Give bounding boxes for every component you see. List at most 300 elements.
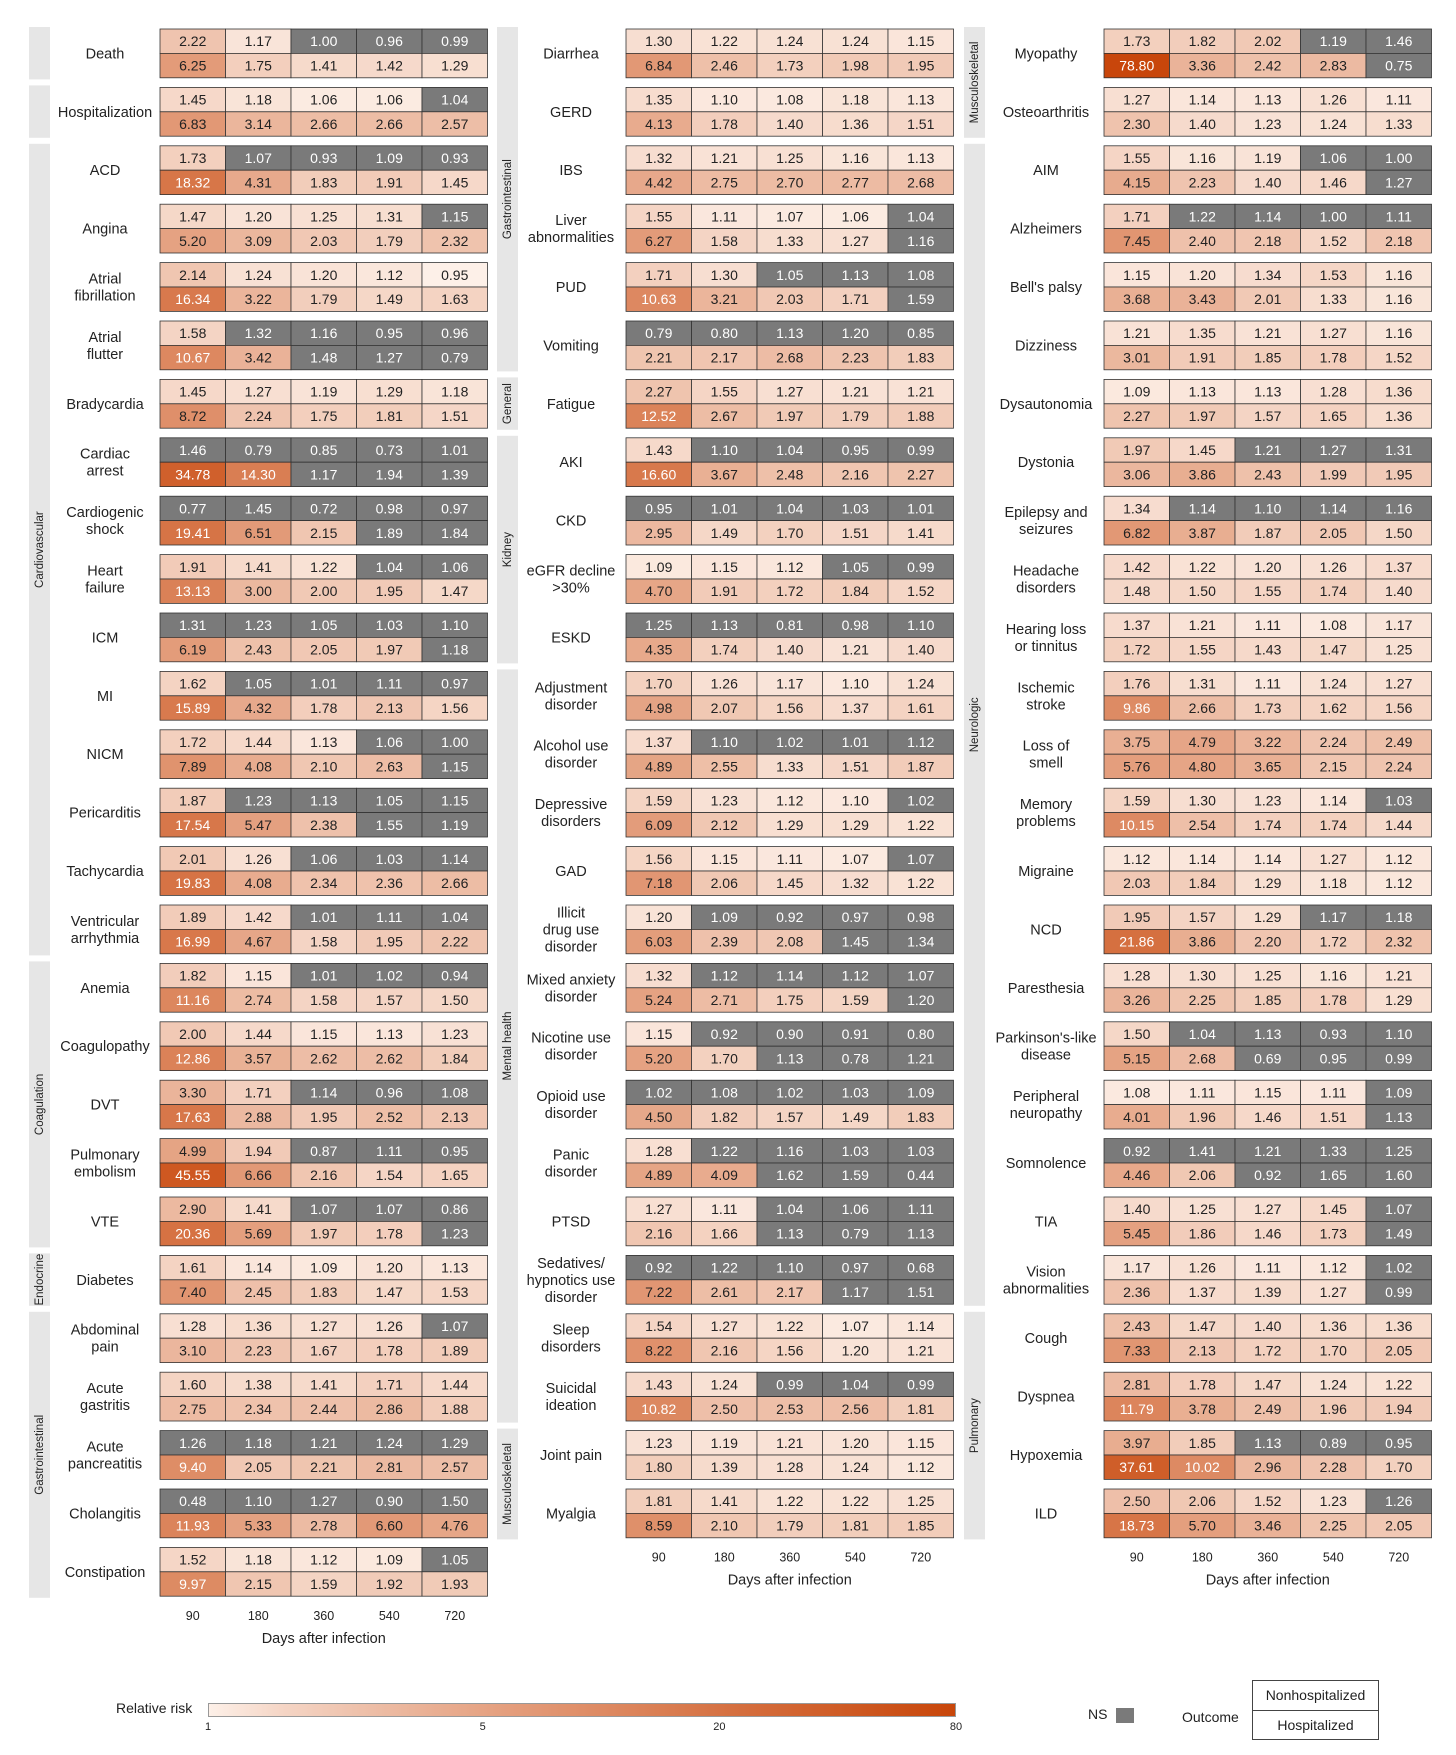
- cell-value: 1.05: [841, 558, 869, 575]
- cell-value: 1.04: [776, 1201, 804, 1218]
- cell-value: 2.88: [244, 1108, 272, 1125]
- cell-value: 3.43: [1188, 291, 1216, 308]
- cell-value: 1.47: [441, 583, 469, 600]
- cell-value: 1.10: [710, 91, 738, 108]
- cell-value: 3.09: [244, 232, 272, 249]
- cell-value: 12.52: [641, 408, 677, 424]
- cell-value: 2.90: [179, 1201, 207, 1218]
- cell-value: 1.18: [244, 1551, 272, 1568]
- cell-value: 21.86: [1119, 933, 1155, 950]
- cell-value: 1.78: [710, 116, 738, 132]
- cell-value: 1.40: [1385, 583, 1413, 600]
- cell-value: 3.22: [244, 291, 272, 308]
- cell-value: 1.04: [776, 500, 804, 517]
- cell-value: 1.39: [710, 1459, 738, 1476]
- cell-value: 4.31: [244, 174, 272, 191]
- cell-value: 0.93: [310, 150, 338, 166]
- cell-value: 0.95: [841, 442, 869, 458]
- cell-value: 0.99: [907, 442, 935, 458]
- cell-value: 2.01: [179, 850, 207, 867]
- cell-value: 1.51: [907, 1284, 935, 1300]
- cell-value: 0.91: [841, 1026, 869, 1042]
- cell-value: 1.22: [776, 1493, 804, 1510]
- cell-value: 0.94: [441, 967, 469, 984]
- cell-value: 1.17: [1385, 617, 1413, 634]
- cell-value: 1.70: [710, 1050, 738, 1067]
- row-label: NICM: [86, 747, 124, 764]
- cell-value: 1.56: [1385, 700, 1413, 716]
- cell-value: 1.20: [375, 1259, 403, 1276]
- row-label: Opioid use disorder: [536, 1089, 606, 1123]
- cell-value: 1.14: [1319, 792, 1347, 809]
- x-tick-label: 90: [185, 1608, 200, 1623]
- cell-value: 1.06: [375, 734, 403, 750]
- cell-value: 1.72: [776, 583, 804, 600]
- row-label: Diarrhea: [543, 46, 599, 63]
- cell-value: 0.95: [441, 1142, 469, 1159]
- cell-value: 1.73: [1319, 1225, 1347, 1242]
- cell-value: 1.29: [441, 1434, 469, 1451]
- cell-value: 1.09: [645, 558, 673, 575]
- cell-value: 1.42: [1123, 558, 1151, 575]
- cell-value: 1.25: [1254, 967, 1282, 984]
- cell-value: 4.09: [710, 1167, 738, 1184]
- cell-value: 2.18: [1385, 232, 1413, 249]
- cell-value: 0.85: [310, 442, 338, 458]
- cell-value: 2.05: [1319, 524, 1347, 541]
- cell-value: 2.16: [645, 1225, 673, 1242]
- cell-value: 2.68: [1188, 1050, 1216, 1067]
- cell-value: 1.78: [1188, 1376, 1216, 1393]
- cell-value: 1.05: [776, 266, 804, 283]
- cell-value: 1.28: [1123, 967, 1151, 984]
- cell-value: 0.96: [375, 1084, 403, 1101]
- cell-value: 10.02: [1184, 1459, 1220, 1476]
- cell-value: 1.48: [1123, 583, 1151, 600]
- cell-value: 1.08: [1123, 1084, 1151, 1101]
- row-label: Anemia: [80, 980, 130, 997]
- cell-value: 1.71: [375, 1376, 403, 1393]
- group-label: Musculoskeletal: [969, 41, 981, 124]
- cell-value: 1.26: [179, 1434, 207, 1451]
- cell-value: 1.84: [841, 583, 869, 600]
- cell-value: 0.78: [841, 1050, 869, 1067]
- cell-value: 2.13: [441, 1108, 469, 1125]
- cell-value: 1.41: [244, 558, 272, 575]
- cell-value: 2.68: [907, 174, 935, 191]
- cell-value: 1.24: [1319, 1376, 1347, 1393]
- cell-value: 1.51: [841, 524, 869, 541]
- cell-value: 1.32: [841, 875, 869, 892]
- cell-value: 2.45: [244, 1284, 272, 1300]
- cell-value: 1.03: [841, 1142, 869, 1159]
- cell-value: 1.17: [776, 675, 804, 692]
- cell-value: 1.28: [179, 1318, 207, 1334]
- cell-value: 1.95: [1123, 909, 1151, 926]
- cell-value: 1.09: [375, 150, 403, 166]
- cell-value: 1.91: [179, 558, 207, 575]
- x-tick-label: 180: [713, 1550, 735, 1565]
- relative-risk-colorbar: [208, 1703, 956, 1717]
- cell-value: 1.10: [244, 1493, 272, 1510]
- cell-value: 1.01: [907, 500, 935, 517]
- x-tick-label: 720: [1388, 1550, 1410, 1565]
- cell-value: 1.37: [1123, 617, 1151, 634]
- cell-value: 1.09: [907, 1084, 935, 1101]
- cell-value: 0.85: [907, 325, 935, 342]
- cell-value: 37.61: [1119, 1459, 1155, 1476]
- cell-value: 1.26: [710, 675, 738, 692]
- cell-value: 1.08: [776, 91, 804, 108]
- group-label: Coagulation: [34, 1073, 46, 1136]
- cell-value: 1.22: [310, 558, 338, 575]
- cell-value: 8.59: [645, 1517, 673, 1534]
- cell-value: 1.40: [1254, 174, 1282, 191]
- cell-value: 1.67: [310, 1342, 338, 1359]
- cell-value: 1.44: [244, 734, 272, 750]
- cell-value: 1.91: [375, 174, 403, 191]
- cell-value: 1.51: [841, 758, 869, 775]
- cell-value: 2.83: [1319, 57, 1347, 74]
- outcome-key: [1252, 1680, 1379, 1740]
- cell-value: 1.20: [244, 208, 272, 225]
- cell-value: 1.46: [1385, 33, 1413, 50]
- cell-value: 1.21: [841, 641, 869, 658]
- cell-value: 1.30: [645, 33, 673, 50]
- cell-value: 1.40: [776, 641, 804, 658]
- row-label: Pericarditis: [69, 805, 141, 822]
- cell-value: 5.70: [1188, 1517, 1216, 1534]
- cell-value: 2.05: [244, 1459, 272, 1476]
- cell-value: 2.23: [1188, 174, 1216, 191]
- row-label: Depressive disorders: [534, 797, 608, 831]
- cell-value: 1.48: [310, 349, 338, 366]
- cell-value: 2.49: [1254, 1400, 1282, 1417]
- cell-value: 1.08: [1319, 617, 1347, 634]
- cell-value: 2.15: [1319, 758, 1347, 775]
- cell-value: 1.12: [776, 792, 804, 809]
- cell-value: 13.13: [175, 583, 211, 600]
- cell-value: 4.89: [645, 1167, 673, 1184]
- cell-value: 1.56: [645, 850, 673, 867]
- row-label: ILD: [1034, 1506, 1058, 1523]
- cell-value: 1.44: [244, 1026, 272, 1042]
- cell-value: 1.71: [1123, 208, 1151, 225]
- cell-value: 2.56: [841, 1400, 869, 1417]
- cell-value: 1.09: [1385, 1084, 1413, 1101]
- cell-value: 1.47: [375, 1284, 403, 1300]
- cell-value: 1.33: [776, 758, 804, 775]
- group-bar: [29, 27, 50, 79]
- cell-value: 1.12: [310, 1551, 338, 1568]
- cell-value: 1.21: [310, 1434, 338, 1451]
- x-tick-label: 540: [1322, 1550, 1344, 1565]
- cell-value: 1.10: [841, 792, 869, 809]
- cell-value: 2.81: [1123, 1376, 1151, 1393]
- cell-value: 1.21: [776, 1434, 804, 1451]
- cell-value: 1.55: [1254, 583, 1282, 600]
- row-label: Epilepsy and seizures: [1004, 505, 1088, 539]
- cell-value: 0.99: [907, 558, 935, 575]
- cell-value: 1.04: [1188, 1026, 1216, 1042]
- cell-value: 1.92: [375, 1576, 403, 1592]
- cell-value: 1.27: [375, 349, 403, 366]
- cell-value: 1.11: [1320, 1084, 1347, 1101]
- cell-value: 34.78: [175, 466, 211, 483]
- legend-tick: 5: [479, 1721, 486, 1733]
- cell-value: 1.21: [1188, 617, 1216, 634]
- cell-value: 1.12: [1123, 850, 1151, 867]
- row-label: AKI: [559, 455, 583, 472]
- row-label: MI: [96, 688, 114, 705]
- row-label: Mixed anxiety disorder: [526, 972, 616, 1006]
- cell-value: 3.46: [1254, 1517, 1282, 1534]
- cell-value: 1.95: [1385, 466, 1413, 483]
- cell-value: 7.45: [1123, 232, 1151, 249]
- cell-value: 2.48: [776, 466, 804, 483]
- row-label: Cardiogenic shock: [66, 505, 144, 539]
- cell-value: 2.63: [375, 758, 403, 775]
- cell-value: 16.34: [175, 291, 211, 308]
- cell-value: 1.12: [1385, 850, 1413, 867]
- row-label: Loss of smell: [1022, 738, 1070, 772]
- cell-value: 1.46: [179, 442, 207, 458]
- cell-value: 3.10: [179, 1342, 207, 1359]
- cell-value: 4.32: [244, 700, 272, 716]
- x-tick-label: 360: [1257, 1550, 1279, 1565]
- row-label: Hospitalization: [57, 104, 153, 121]
- cell-value: 1.23: [244, 792, 272, 809]
- cell-value: 0.77: [179, 500, 207, 517]
- cell-value: 1.32: [645, 967, 673, 984]
- cell-value: 1.12: [1385, 875, 1413, 892]
- cell-value: 1.45: [179, 383, 207, 400]
- cell-value: 1.10: [1385, 1026, 1413, 1042]
- cell-value: 1.17: [1319, 909, 1347, 926]
- cell-value: 1.47: [1319, 641, 1347, 658]
- cell-value: 2.06: [710, 875, 738, 892]
- cell-value: 1.57: [776, 1108, 804, 1125]
- row-label: IBS: [559, 163, 583, 180]
- cell-value: 1.40: [776, 116, 804, 132]
- cell-value: 1.11: [1385, 91, 1412, 108]
- cell-value: 0.97: [441, 675, 469, 692]
- cell-value: 0.92: [1254, 1167, 1282, 1184]
- cell-value: 1.19: [441, 816, 469, 833]
- cell-value: 0.44: [907, 1167, 935, 1184]
- cell-value: 0.95: [645, 500, 673, 517]
- cell-value: 1.34: [1254, 266, 1282, 283]
- cell-value: 1.87: [907, 758, 935, 775]
- cell-value: 1.33: [1319, 1142, 1347, 1159]
- cell-value: 1.73: [1254, 700, 1282, 716]
- cell-value: 2.32: [441, 232, 469, 249]
- cell-value: 2.23: [841, 349, 869, 366]
- cell-value: 9.97: [179, 1576, 207, 1592]
- cell-value: 0.75: [1385, 57, 1413, 74]
- cell-value: 5.15: [1123, 1050, 1151, 1067]
- cell-value: 7.22: [645, 1284, 673, 1300]
- cell-value: 3.97: [1123, 1434, 1151, 1451]
- cell-value: 1.22: [1385, 1376, 1413, 1393]
- cell-value: 2.71: [710, 992, 738, 1008]
- cell-value: 1.75: [310, 408, 338, 424]
- cell-value: 3.21: [710, 291, 738, 308]
- cell-value: 1.85: [1254, 349, 1282, 366]
- cell-value: 1.08: [907, 266, 935, 283]
- cell-value: 2.10: [710, 1517, 738, 1534]
- cell-value: 1.81: [375, 408, 403, 424]
- cell-value: 2.50: [710, 1400, 738, 1417]
- cell-value: 1.12: [841, 967, 869, 984]
- cell-value: 6.51: [244, 524, 272, 541]
- cell-value: 1.02: [907, 792, 935, 809]
- cell-value: 1.40: [907, 641, 935, 658]
- cell-value: 1.59: [310, 1576, 338, 1592]
- cell-value: 1.81: [645, 1493, 673, 1510]
- cell-value: 2.00: [310, 583, 338, 600]
- cell-value: 1.13: [1254, 1434, 1282, 1451]
- cell-value: 1.45: [1319, 1201, 1347, 1218]
- cell-value: 1.18: [1385, 909, 1413, 926]
- cell-value: 10.15: [1119, 816, 1155, 833]
- row-label: Dysautonomia: [999, 396, 1093, 413]
- cell-value: 1.15: [710, 850, 738, 867]
- cell-value: 1.11: [1254, 1259, 1281, 1276]
- cell-value: 6.03: [645, 933, 673, 950]
- cell-value: 0.99: [1385, 1284, 1413, 1300]
- cell-value: 1.89: [179, 909, 207, 926]
- cell-value: 1.74: [1319, 816, 1347, 833]
- cell-value: 1.42: [375, 57, 403, 74]
- cell-value: 1.57: [1254, 408, 1282, 424]
- cell-value: 1.09: [375, 1551, 403, 1568]
- cell-value: 1.00: [441, 734, 469, 750]
- row-label: Diabetes: [76, 1272, 134, 1289]
- cell-value: 0.95: [1385, 1434, 1413, 1451]
- cell-value: 1.02: [776, 1084, 804, 1101]
- cell-value: 1.79: [375, 232, 403, 249]
- row-label: Ventricular arrhythmia: [70, 913, 140, 947]
- cell-value: 1.13: [776, 1050, 804, 1067]
- cell-value: 1.03: [375, 617, 403, 634]
- cell-value: 1.13: [1254, 1026, 1282, 1042]
- cell-value: 1.60: [179, 1376, 207, 1393]
- cell-value: 1.84: [441, 524, 469, 541]
- cell-value: 1.34: [1123, 500, 1151, 517]
- cell-value: 2.06: [1188, 1167, 1216, 1184]
- cell-value: 0.80: [907, 1026, 935, 1042]
- cell-value: 1.24: [710, 1376, 738, 1393]
- cell-value: 10.82: [641, 1400, 677, 1417]
- cell-value: 20.36: [175, 1225, 211, 1242]
- cell-value: 1.36: [244, 1318, 272, 1334]
- cell-value: 1.14: [776, 967, 804, 984]
- cell-value: 1.19: [710, 1434, 738, 1451]
- cell-value: 4.46: [1123, 1167, 1151, 1184]
- cell-value: 6.19: [179, 641, 207, 658]
- cell-value: 1.06: [841, 1201, 869, 1218]
- cell-value: 1.44: [441, 1376, 469, 1393]
- cell-value: 1.55: [1188, 641, 1216, 658]
- cell-value: 1.27: [841, 232, 869, 249]
- cell-value: 1.89: [441, 1342, 469, 1359]
- cell-value: 2.17: [776, 1284, 804, 1300]
- cell-value: 1.15: [310, 1026, 338, 1042]
- cell-value: 1.85: [907, 1517, 935, 1534]
- row-label: Dizziness: [1014, 338, 1078, 355]
- cell-value: 1.07: [310, 1201, 338, 1218]
- cell-value: 1.22: [776, 1318, 804, 1334]
- cell-value: 1.11: [907, 1201, 934, 1218]
- cell-value: 10.63: [641, 291, 677, 308]
- cell-value: 1.43: [645, 1376, 673, 1393]
- legend: [0, 1680, 1456, 1755]
- cell-value: 5.47: [244, 816, 272, 833]
- outcome-nonhospitalized: Nonhospitalized: [1253, 1681, 1378, 1711]
- cell-value: 1.59: [841, 992, 869, 1008]
- cell-value: 3.01: [1123, 349, 1151, 366]
- cell-value: 1.26: [244, 850, 272, 867]
- cell-value: 19.83: [175, 875, 211, 892]
- cell-value: 2.54: [1188, 816, 1216, 833]
- cell-value: 1.29: [776, 816, 804, 833]
- cell-value: 1.61: [907, 700, 935, 716]
- cell-value: 1.15: [1123, 266, 1151, 283]
- cell-value: 1.40: [1123, 1201, 1151, 1218]
- cell-value: 1.13: [841, 266, 869, 283]
- cell-value: 0.95: [375, 325, 403, 342]
- row-label: Myalgia: [546, 1506, 596, 1523]
- row-label: PTSD: [551, 1214, 591, 1231]
- cell-value: 4.50: [645, 1108, 673, 1125]
- cell-value: 1.45: [179, 91, 207, 108]
- cell-value: 1.39: [441, 466, 469, 483]
- cell-value: 0.73: [375, 442, 403, 458]
- cell-value: 1.06: [441, 558, 469, 575]
- cell-value: 1.13: [375, 1026, 403, 1042]
- cell-value: 0.79: [841, 1225, 869, 1242]
- cell-value: 2.14: [179, 266, 207, 283]
- cell-value: 1.07: [441, 1318, 469, 1334]
- cell-value: 0.95: [441, 266, 469, 283]
- cell-value: 1.43: [1254, 641, 1282, 658]
- cell-value: 1.50: [441, 992, 469, 1008]
- cell-value: 3.67: [710, 466, 738, 483]
- cell-value: 1.89: [375, 524, 403, 541]
- cell-value: 1.78: [1319, 349, 1347, 366]
- cell-value: 0.93: [441, 150, 469, 166]
- row-label: Heart failure: [85, 563, 125, 597]
- group-bar: [29, 85, 50, 137]
- row-label: Suicidal ideation: [545, 1381, 597, 1415]
- cell-value: 2.95: [645, 524, 673, 541]
- cell-value: 1.12: [1319, 1259, 1347, 1276]
- cell-value: 14.30: [240, 466, 276, 483]
- cell-value: 6.82: [1123, 524, 1151, 541]
- cell-value: 1.01: [441, 442, 469, 458]
- cell-value: 9.86: [1123, 700, 1151, 716]
- cell-value: 1.03: [907, 1142, 935, 1159]
- cell-value: 1.27: [1319, 442, 1347, 458]
- cell-value: 1.75: [776, 992, 804, 1008]
- cell-value: 0.99: [441, 33, 469, 50]
- cell-value: 1.11: [711, 1201, 738, 1218]
- cell-value: 1.21: [907, 1342, 935, 1359]
- cell-value: 1.14: [1319, 500, 1347, 517]
- cell-value: 1.26: [1319, 91, 1347, 108]
- cell-value: 19.41: [175, 524, 211, 541]
